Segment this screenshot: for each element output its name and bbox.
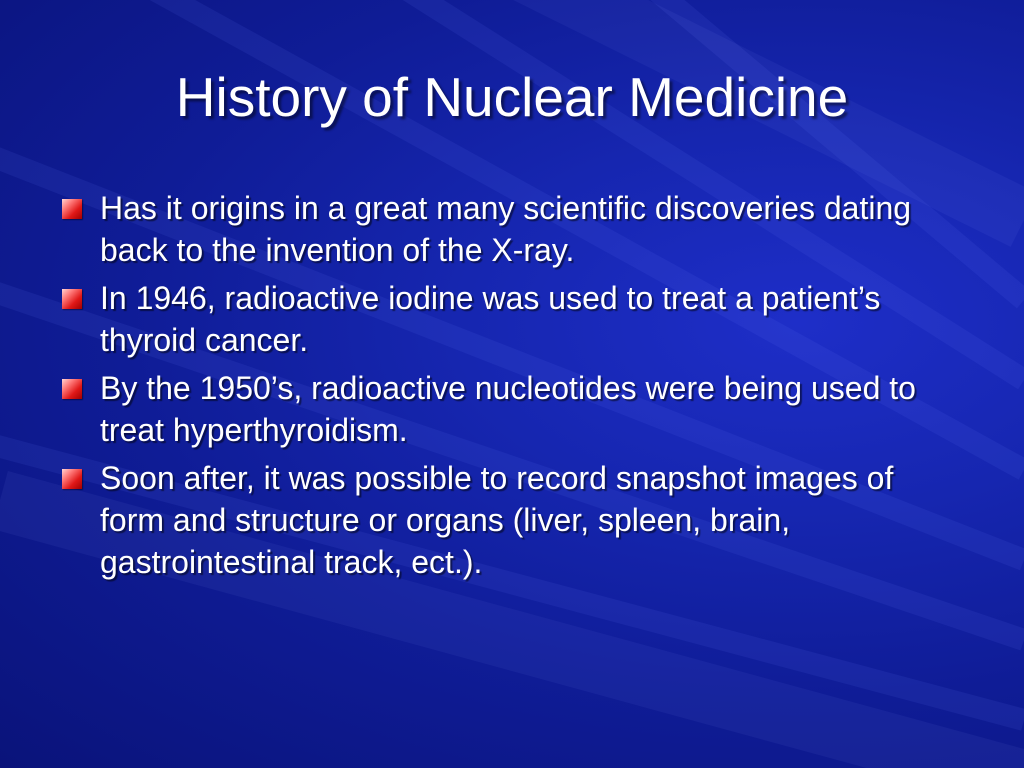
slide-title: History of Nuclear Medicine [175,66,849,128]
bullet-text: In 1946, radioactive iodine was used to treat a patient’s thyroid cancer. [100,280,881,358]
square-bullet-icon [62,379,82,399]
bullet-item [62,457,962,583]
bullet-text: By the 1950’s, radioactive nucleotides were being used to treat hyperthyroidism. [100,370,916,448]
bullet-item [62,367,962,451]
bullet-list [62,187,962,589]
bullet-item [62,277,962,361]
square-bullet-icon [62,289,82,309]
bullet-text: Soon after, it was possible to record snapshot images of form and structure or organs (liver, spleen, brain, gastrointestinal track, ect.). [100,460,894,580]
square-bullet-icon [62,469,82,489]
bullet-text: Has it origins in a great many scientific discoveries dating back to the invention of the X-ray. [100,190,912,268]
square-bullet-icon [62,199,82,219]
bullet-item [62,187,962,271]
